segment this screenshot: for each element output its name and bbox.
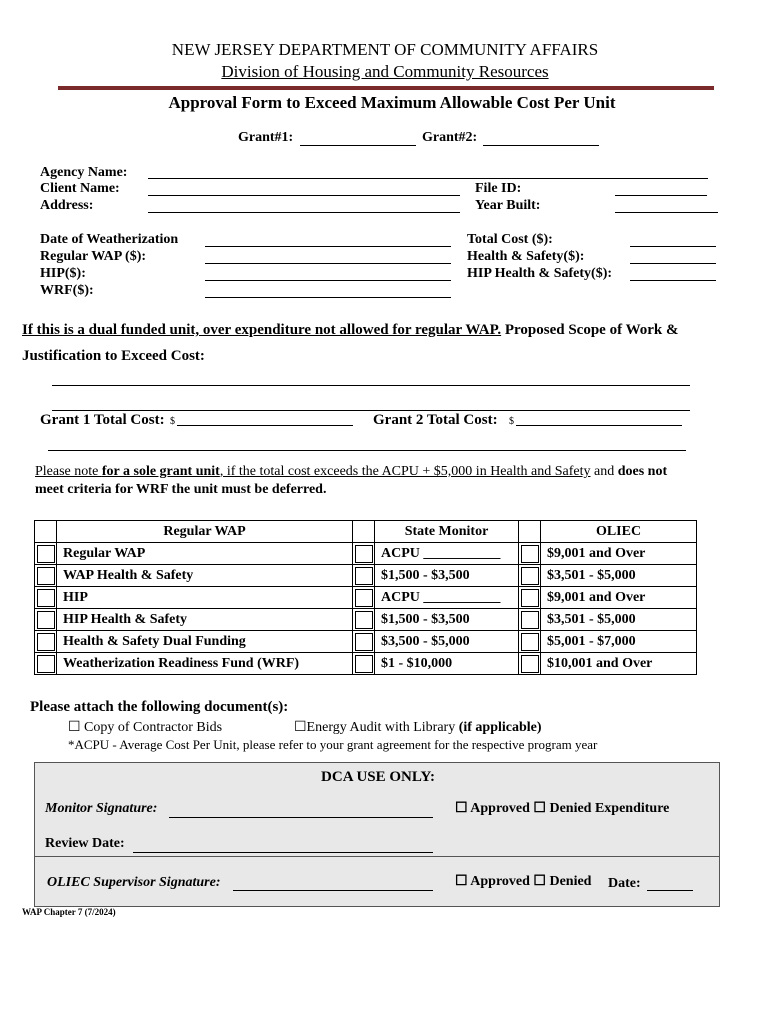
oliec-checkbox[interactable]	[519, 543, 541, 565]
program-checkbox[interactable]	[35, 609, 57, 631]
grant1-field[interactable]	[300, 145, 416, 146]
justification-label-2: Justification to Exceed Cost:	[22, 348, 205, 364]
grant2-total-label: Grant 2 Total Cost:	[373, 412, 498, 428]
oliec-limit: $9,001 and Over	[541, 587, 697, 609]
justification-line-3[interactable]	[48, 450, 686, 451]
program-checkbox[interactable]	[35, 565, 57, 587]
monitor-signature-field[interactable]	[169, 817, 433, 818]
program-checkbox[interactable]	[35, 631, 57, 653]
hip-health-safety-field[interactable]	[630, 280, 716, 281]
department-name: NEW JERSEY DEPARTMENT OF COMMUNITY AFFAIRS	[171, 40, 599, 59]
monitor-signature-label: Monitor Signature:	[45, 801, 158, 816]
table-row	[35, 565, 697, 587]
oliec-limit: $10,001 and Over	[541, 653, 697, 675]
monitor-checkbox[interactable]	[353, 609, 375, 631]
oliec-limit: $9,001 and Over	[541, 543, 697, 565]
deferral-note-line2: meet criteria for WRF the unit must be deferred.	[35, 482, 327, 497]
review-date-label: Review Date:	[45, 836, 125, 851]
header-state-monitor: State Monitor	[375, 521, 519, 543]
hip-label: HIP($):	[40, 266, 86, 281]
address-label: Address:	[40, 198, 94, 213]
dca-use-only-box	[34, 762, 720, 907]
header-blank	[35, 521, 57, 543]
program-checkbox[interactable]	[35, 653, 57, 675]
energy-audit-option[interactable]	[294, 719, 542, 736]
grant2-label: Grant#2:	[422, 130, 478, 145]
file-id-field[interactable]	[615, 195, 707, 196]
program-name: WAP Health & Safety	[57, 565, 353, 587]
deferral-note	[35, 464, 667, 480]
hip-field[interactable]	[205, 280, 451, 281]
health-safety-label: Health & Safety($):	[467, 249, 585, 264]
supervisor-signature-label: OLIEC Supervisor Signature:	[47, 875, 221, 890]
program-name: Regular WAP	[57, 543, 353, 565]
monitor-checkbox[interactable]	[353, 653, 375, 675]
file-id-label: File ID:	[475, 181, 522, 196]
agency-name-field[interactable]	[148, 178, 708, 179]
oliec-limit: $3,501 - $5,000	[541, 565, 697, 587]
table-header-row	[35, 521, 697, 543]
oliec-checkbox[interactable]	[519, 631, 541, 653]
monitor-limit: $1,500 - $3,500	[375, 565, 519, 587]
header-oliec: OLIEC	[541, 521, 697, 543]
program-name: HIP Health & Safety	[57, 609, 353, 631]
grant1-total-field[interactable]	[177, 425, 353, 426]
total-cost-label: Total Cost ($):	[467, 232, 553, 247]
grant1-total-label: Grant 1 Total Cost:	[40, 412, 165, 428]
supervisor-decision[interactable]: ☐ Approved ☐ Denied	[455, 874, 592, 889]
oliec-checkbox[interactable]	[519, 609, 541, 631]
monitor-decision[interactable]: ☐ Approved ☐ Denied Expenditure	[455, 801, 670, 816]
supervisor-date-field[interactable]	[647, 890, 693, 891]
justification-heading	[22, 322, 678, 339]
grant2-total-field[interactable]	[516, 425, 682, 426]
address-field[interactable]	[148, 212, 460, 213]
date-of-weatherization-label: Date of Weatherization	[40, 232, 179, 247]
regular-wap-field[interactable]	[205, 263, 451, 264]
acpu-note: *ACPU - Average Cost Per Unit, please refer to your grant agreement for the respective program year	[68, 737, 598, 752]
attachments-title: Please attach the following document(s):	[30, 699, 289, 715]
table-row	[35, 543, 697, 565]
supervisor-date-label: Date:	[608, 876, 641, 891]
form-title: Approval Form to Exceed Maximum Allowable Cost Per Unit	[168, 93, 616, 112]
note-part3: , if the total cost exceeds the ACPU + $5,000 in Health and Safety	[219, 464, 591, 479]
table-row	[35, 587, 697, 609]
note-part2: for a sole grant unit	[101, 464, 220, 479]
program-name: Health & Safety Dual Funding	[57, 631, 353, 653]
oliec-checkbox[interactable]	[519, 565, 541, 587]
dca-divider	[35, 856, 719, 857]
monitor-checkbox[interactable]	[353, 631, 375, 653]
program-name: HIP	[57, 587, 353, 609]
date-of-weatherization-field[interactable]	[205, 246, 451, 247]
monitor-checkbox[interactable]	[353, 565, 375, 587]
year-built-field[interactable]	[615, 212, 718, 213]
grant1-label: Grant#1:	[238, 130, 294, 145]
note-part4: and	[590, 464, 618, 479]
monitor-checkbox[interactable]	[353, 587, 375, 609]
grant2-field[interactable]	[483, 145, 599, 146]
year-built-label: Year Built:	[475, 198, 541, 213]
program-name: Weatherization Readiness Fund (WRF)	[57, 653, 353, 675]
contractor-bids-option[interactable]: ☐ Copy of Contractor Bids	[68, 720, 223, 735]
oliec-checkbox[interactable]	[519, 653, 541, 675]
regular-wap-label: Regular WAP ($):	[40, 249, 147, 264]
header-blank	[353, 521, 375, 543]
cost-limit-table	[34, 520, 697, 675]
if-applicable-label: (if applicable)	[455, 720, 542, 735]
justification-line-2[interactable]	[52, 410, 690, 411]
client-name-field[interactable]	[148, 195, 460, 196]
justification-line-1[interactable]	[52, 385, 690, 386]
oliec-limit: $3,501 - $5,000	[541, 609, 697, 631]
energy-audit-label: ☐Energy Audit with Library	[294, 720, 456, 735]
division-name: Division of Housing and Community Resources	[221, 62, 549, 81]
agency-name-label: Agency Name:	[40, 165, 128, 180]
program-checkbox[interactable]	[35, 543, 57, 565]
program-checkbox[interactable]	[35, 587, 57, 609]
dca-title: DCA USE ONLY:	[321, 769, 435, 785]
header-regular-wap: Regular WAP	[57, 521, 353, 543]
oliec-checkbox[interactable]	[519, 587, 541, 609]
monitor-limit: ACPU ___________	[375, 587, 519, 609]
total-cost-field[interactable]	[630, 246, 716, 247]
justification-label-1: Proposed Scope of Work &	[501, 322, 679, 338]
health-safety-field[interactable]	[630, 263, 716, 264]
monitor-limit: $1,500 - $3,500	[375, 609, 519, 631]
wrf-field[interactable]	[205, 297, 451, 298]
table-row	[35, 653, 697, 675]
grant1-dollar: $	[170, 416, 175, 427]
wrf-label: WRF($):	[40, 283, 94, 298]
monitor-checkbox[interactable]	[353, 543, 375, 565]
monitor-limit: ACPU ___________	[375, 543, 519, 565]
form-id: WAP Chapter 7 (7/2024)	[22, 907, 116, 917]
table-row	[35, 631, 697, 653]
hip-health-safety-label: HIP Health & Safety($):	[467, 266, 613, 281]
table-row	[35, 609, 697, 631]
dual-funded-warning: If this is a dual funded unit, over expenditure not allowed for regular WAP.	[22, 322, 502, 338]
supervisor-signature-field[interactable]	[233, 890, 433, 891]
monitor-limit: $1 - $10,000	[375, 653, 519, 675]
client-name-label: Client Name:	[40, 181, 120, 196]
note-part5: does not	[617, 464, 668, 479]
note-part1: Please note	[35, 464, 102, 479]
header-rule	[58, 86, 714, 90]
oliec-limit: $5,001 - $7,000	[541, 631, 697, 653]
grant2-dollar: $	[509, 416, 514, 427]
header-blank	[519, 521, 541, 543]
review-date-field[interactable]	[133, 852, 433, 853]
monitor-limit: $3,500 - $5,000	[375, 631, 519, 653]
